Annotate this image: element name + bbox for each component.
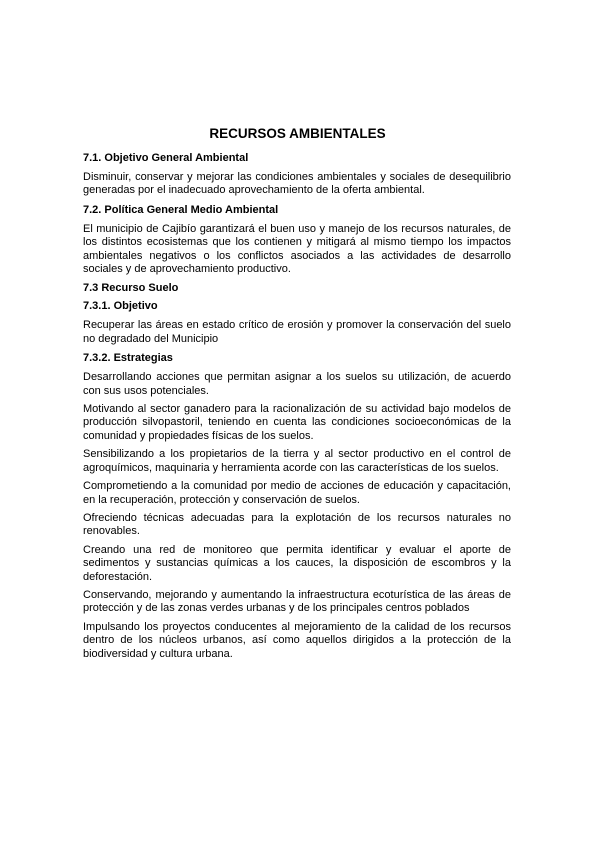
document-title: RECURSOS AMBIENTALES [209, 126, 386, 141]
strategy-paragraph: Comprometiendo a la comunidad por medio de acciones de educación y capacitación, en la recuperación, protección y conservación de suelos. [83, 480, 511, 506]
section-heading-7-3-1: 7.3.1. Objetivo [83, 300, 158, 313]
strategy-paragraph: Sensibilizando a los propietarios de la tierra y al sector productivo en el control de agroquímicos, maquinaria y herramienta acorde con las características de los suelos. [83, 448, 511, 474]
section-text-7-3-1: Recuperar las áreas en estado crítico de erosión y promover la conservación del suelo no degradado del Municipio [83, 319, 511, 345]
strategy-paragraph: Desarrollando acciones que permitan asignar a los suelos su utilización, de acuerdo con sus usos potenciales. [83, 371, 511, 397]
section-heading-7-3-2: 7.3.2. Estrategias [83, 352, 173, 365]
strategy-paragraph: Creando una red de monitoreo que permita identificar y evaluar el aporte de sedimentos y sustancias químicas a los cauces, la disposición de escombros y la deforestación. [83, 543, 511, 583]
section-heading-7-3: 7.3 Recurso Suelo [83, 282, 179, 295]
section-heading-7-1: 7.1. Objetivo General Ambiental [83, 152, 249, 164]
section-text-7-2: El municipio de Cajibío garantizará el buen uso y manejo de los recursos naturales, de los distintos ecosistemas que los contienen y mitigará al mismo tiempo los impactos ambientales negativos o los conflictos asociados a las actividades de desarrollo sociales y de aprovechamiento productivo. [83, 222, 511, 276]
section-heading-7-2: 7.2. Política General Medio Ambiental [83, 203, 279, 216]
strategy-paragraph: Conservando, mejorando y aumentando la infraestructura ecoturística de las áreas de protección y de las zonas verdes urbanas y de los principales centros poblados [83, 588, 511, 615]
strategy-paragraph: Impulsando los proyectos conducentes al mejoramiento de la calidad de los recursos dentro de los núcleos urbanos, así como aquellos dirigidos a la protección de la biodiversidad y cultura urbana. [83, 620, 511, 660]
strategy-paragraph: Motivando al sector ganadero para la racionalización de su actividad bajo modelos de producción silvopastoril, teniendo en cuenta las condiciones socioeconómicas de la comunidad y propiedades físicas de los suelos. [83, 403, 511, 442]
section-text-7-1: Disminuir, conservar y mejorar las condiciones ambientales y sociales de desequilibrio generadas por el inadecuado aprovechamiento de la oferta ambiental. [83, 171, 511, 197]
strategy-paragraph: Ofreciendo técnicas adecuadas para la explotación de los recursos naturales no renovables. [83, 511, 511, 538]
document-page [83, 126, 511, 666]
